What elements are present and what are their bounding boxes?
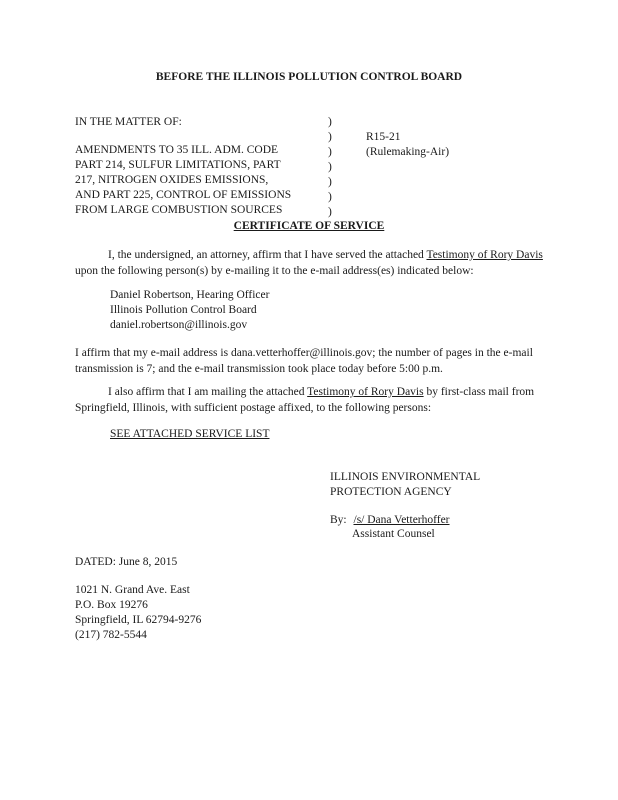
para1-text-end: upon the following person(s) by e-mailing it to the e-mail address(es) indicated below: [75, 265, 474, 277]
signature-line [330, 513, 472, 528]
signature: /s/ Dana Vetterhoffer [353, 514, 450, 526]
address-block [75, 583, 201, 643]
recipient-block [110, 288, 269, 333]
paren: ) [328, 161, 332, 173]
service-paragraph [75, 247, 545, 279]
paren: ) [328, 146, 332, 158]
paren: ) [328, 191, 332, 203]
caption-line: AND PART 225, CONTROL OF EMISSIONS [75, 189, 292, 201]
recipient-name: Daniel Robertson, Hearing Officer [110, 289, 270, 301]
service-list-reference: SEE ATTACHED SERVICE LIST [110, 428, 270, 440]
para3-text: I also affirm that I am mailing the attached [108, 386, 308, 398]
address-street: 1021 N. Grand Ave. East [75, 584, 190, 596]
address-phone: (217) 782-5544 [75, 629, 147, 641]
date-line: DATED: June 8, 2015 [75, 556, 178, 568]
agency-name [330, 470, 480, 500]
mail-affirmation [75, 384, 545, 416]
para1-text: I, the undersigned, an attorney, affirm that I have served the attached [108, 249, 427, 261]
para3-text-end: by first-class mail from Springfield, Illinois, with sufficient postage affixed, to the following persons: [75, 386, 535, 414]
agency-line: PROTECTION AGENCY [330, 486, 452, 498]
case-type: (Rulemaking-Air) [366, 146, 450, 158]
caption-subject [75, 143, 291, 218]
board-title: BEFORE THE ILLINOIS POLLUTION CONTROL BOARD [155, 71, 463, 83]
testimony-reference: Testimony of Rory Davis [307, 386, 424, 398]
paren: ) [328, 131, 332, 143]
email-affirmation: I affirm that my e-mail address is dana.vetterhoffer@illinois.gov; the number of pages in the e-mail transmission is 7; and the e-mail transmission took place today before 5:00 p.m. [75, 347, 533, 375]
caption-parentheses [328, 115, 332, 220]
paren: ) [328, 176, 332, 188]
caption-line: FROM LARGE COMBUSTION SOURCES [75, 204, 283, 216]
recipient-email: daniel.robertson@illinois.gov [110, 319, 248, 331]
agency-line: ILLINOIS ENVIRONMENTAL [330, 471, 481, 483]
recipient-org: Illinois Pollution Control Board [110, 304, 257, 316]
caption-line: PART 214, SULFUR LIMITATIONS, PART [75, 159, 281, 171]
address-po-box: P.O. Box 19276 [75, 599, 148, 611]
caption-line: 217, NITROGEN OXIDES EMISSIONS, [75, 174, 269, 186]
matter-label: IN THE MATTER OF: [75, 116, 182, 128]
caption-line: AMENDMENTS TO 35 ILL. ADM. CODE [75, 144, 279, 156]
paren: ) [328, 116, 332, 128]
case-number: R15-21 [366, 131, 401, 143]
address-city: Springfield, IL 62794-9276 [75, 614, 202, 626]
paren: ) [328, 206, 332, 218]
by-label: By: [330, 514, 347, 526]
testimony-reference: Testimony of Rory Davis [426, 249, 543, 261]
signer-title: Assistant Counsel [352, 528, 435, 540]
certificate-heading: CERTIFICATE OF SERVICE [233, 220, 385, 232]
